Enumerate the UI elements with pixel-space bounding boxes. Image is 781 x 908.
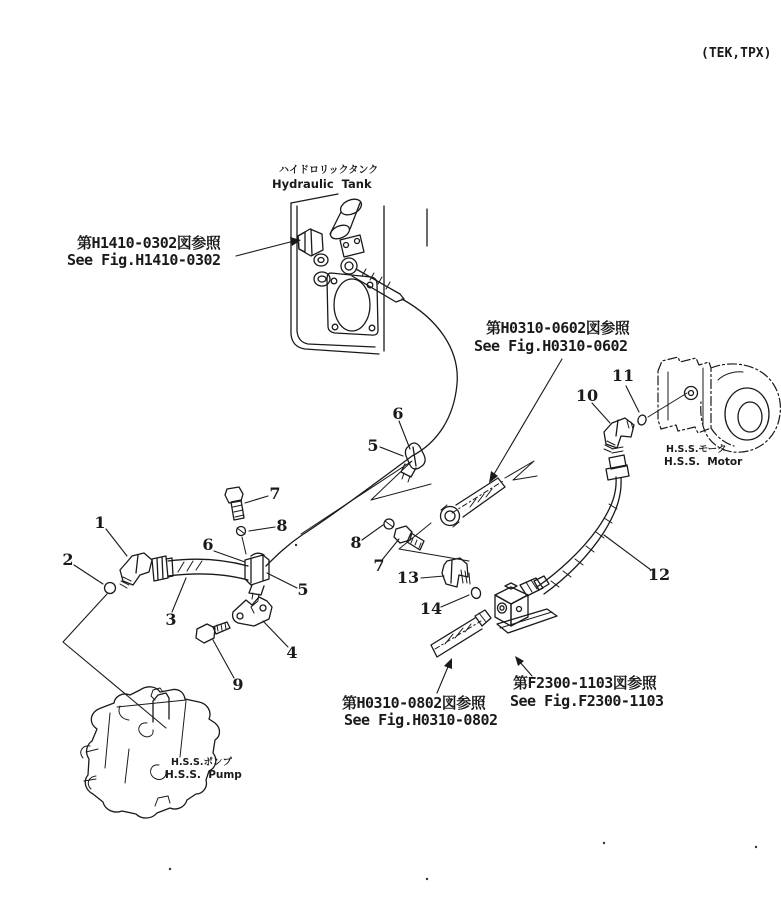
- hose-clamp-lower: [245, 553, 269, 600]
- part-callout-5-upper: 5: [367, 436, 379, 456]
- tube-h0310-0602: [441, 478, 506, 527]
- bolt-7-right: [394, 526, 424, 550]
- fig-ref-h0310-0602-jp: 第H0310-0602図参照: [486, 319, 630, 337]
- part-callout-5-lower: 5: [297, 580, 309, 600]
- fig-ref-h0310-0602-en: See Fig.H0310-0602: [474, 337, 628, 355]
- tube-3: [152, 556, 248, 581]
- part-callout-6-lower: 6: [202, 535, 214, 555]
- fig-ref-f2300-1103-en: See Fig.F2300-1103: [510, 692, 664, 710]
- hydraulic-tank-drawing: [291, 194, 427, 354]
- part-callout-4: 4: [286, 643, 298, 663]
- callout-leader-lines: [74, 386, 651, 678]
- part-callout-13: 13: [396, 568, 420, 588]
- o-ring-14: [470, 587, 482, 600]
- motor-label-jp: H.S.S.モータ: [666, 444, 727, 455]
- part-callout-1: 1: [94, 513, 106, 533]
- fig-ref-f2300-1103-jp: 第F2300-1103図参照: [513, 674, 657, 692]
- o-ring-2: [105, 583, 116, 594]
- part-callout-8-upper: 8: [276, 516, 288, 536]
- hose-clamp-upper: [401, 443, 425, 482]
- fig-ref-h1410-jp: 第H1410-0302図参照: [77, 234, 221, 252]
- pump-attachment-leader: [63, 594, 166, 728]
- tank-label-en: Hydraulic Tank: [272, 177, 372, 191]
- part-callout-3: 3: [165, 610, 177, 630]
- suction-hose-routing: [266, 299, 457, 566]
- part-callout-14: 14: [419, 599, 443, 619]
- hose-12: [520, 447, 629, 596]
- motor-label-en: H.S.S. Motor: [664, 456, 743, 468]
- part-callout-9: 9: [232, 675, 244, 695]
- pump-label-en: H.S.S. Pump: [165, 769, 242, 781]
- break-marks: [301, 461, 537, 561]
- part-callout-7-upper: 7: [269, 484, 281, 504]
- fig-ref-h1410-en: See Fig.H1410-0302: [67, 251, 221, 269]
- part-callout-7-right: 7: [373, 556, 385, 576]
- hss-motor-drawing: [648, 357, 780, 452]
- part-callout-10: 10: [575, 386, 599, 406]
- elbow-fitting-13: [442, 558, 470, 587]
- pump-label-jp: H.S.S.ポンプ: [171, 757, 232, 768]
- part-callout-8-right: 8: [350, 533, 362, 553]
- fig-ref-h0310-0802-jp: 第H0310-0802図参照: [342, 694, 486, 712]
- hss-pump-drawing: [81, 687, 220, 818]
- bracket-4: [233, 597, 272, 626]
- elbow-fitting-1: [120, 553, 152, 588]
- page-corner-code: (TEK,TPX): [701, 46, 772, 61]
- part-callout-6-upper: 6: [392, 404, 404, 424]
- bolt-7-upper: [225, 487, 244, 520]
- fig-ref-h0310-0802-en: See Fig.H0310-0802: [344, 711, 498, 729]
- o-ring-11: [637, 414, 648, 426]
- part-callout-2: 2: [62, 550, 74, 570]
- tank-label-jp: ハイドロリックタンク: [279, 165, 379, 176]
- spring-washer-8-right: [384, 519, 394, 529]
- part-callout-12: 12: [647, 565, 671, 585]
- spring-washer-8-upper: [237, 527, 247, 555]
- part-callout-11: 11: [611, 366, 635, 386]
- elbow-fitting-10: [604, 418, 634, 452]
